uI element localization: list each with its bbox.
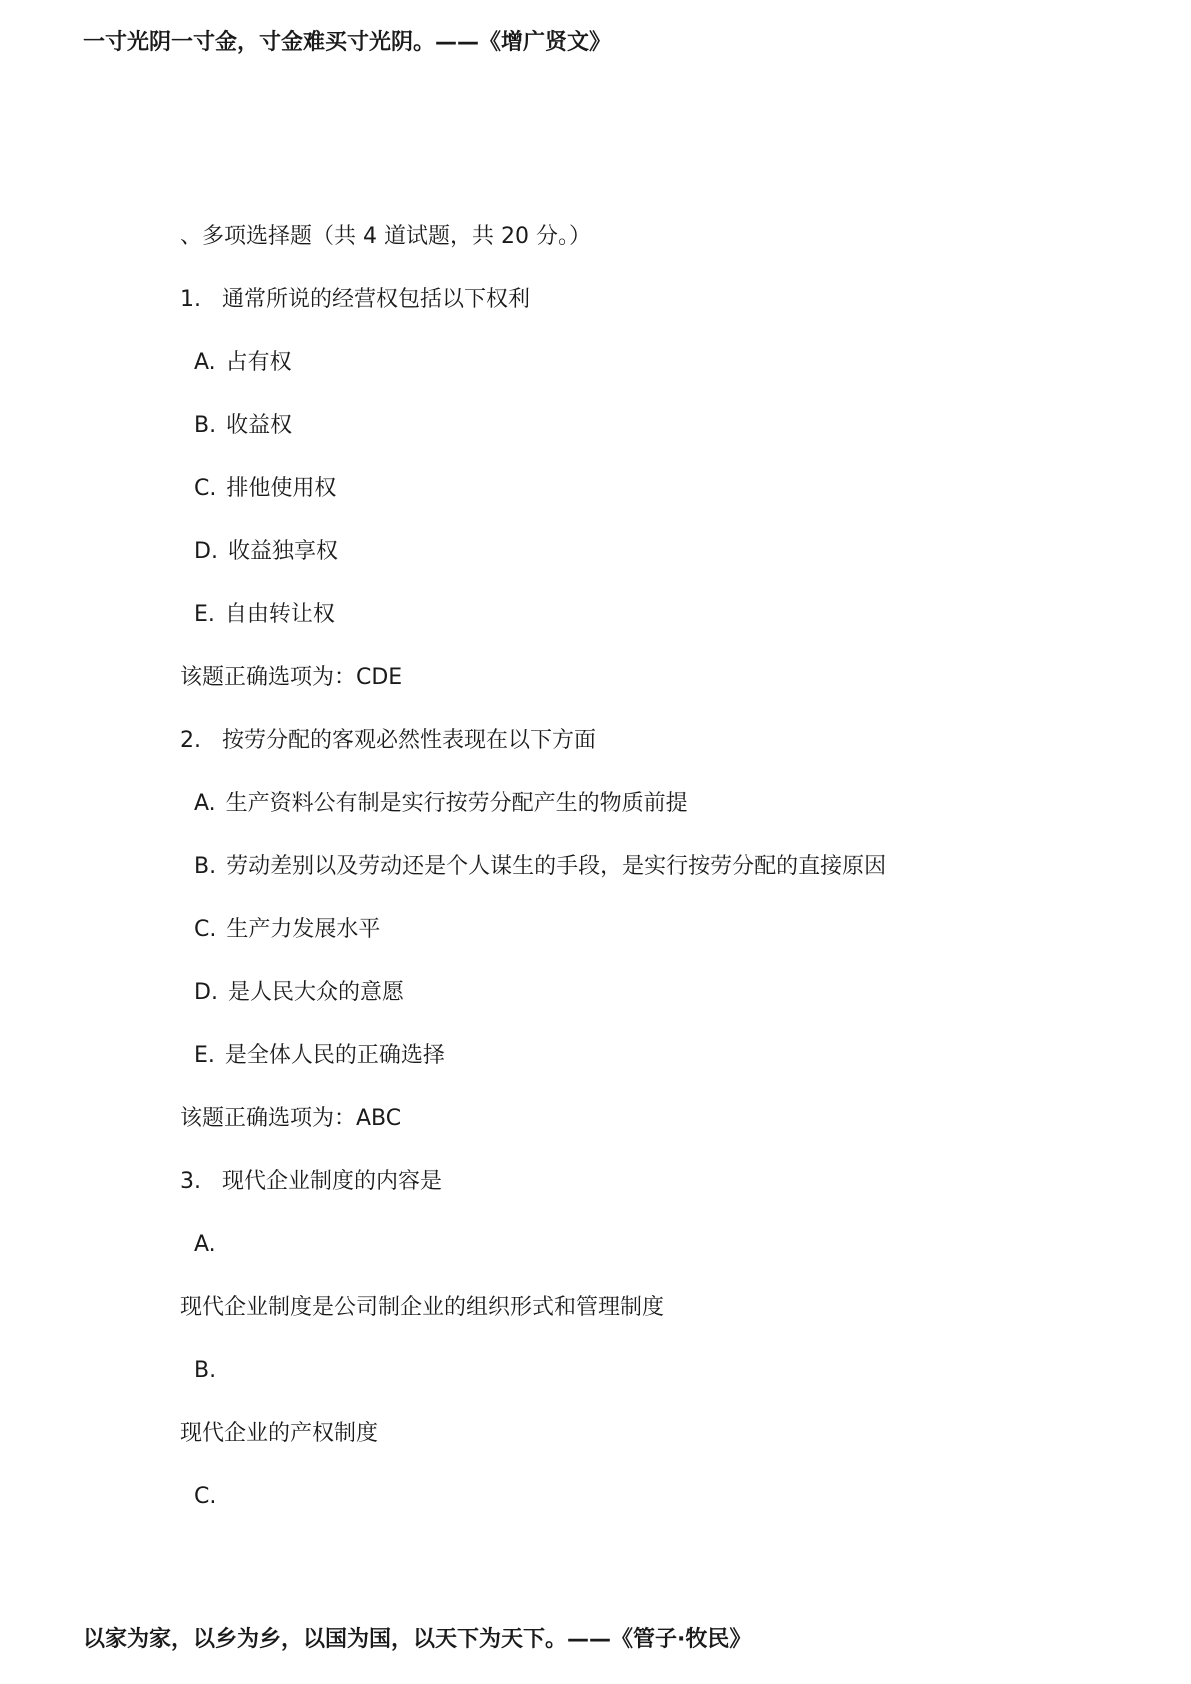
- q1-option-c: [194, 474, 336, 504]
- header-quote: 一寸光阴一寸金，寸金难买寸光阴。——《增广贤文》: [83, 30, 612, 55]
- q2-option-d: [194, 978, 404, 1008]
- q1-answer: 该题正确选项为：CDE: [180, 665, 403, 690]
- option-text: 生产资料公有制是实行按劳分配产生的物质前提: [225, 791, 688, 816]
- q3-option-b-key: B.: [194, 1358, 217, 1383]
- option-key: B.: [194, 413, 217, 438]
- option-key: A.: [194, 791, 216, 816]
- section-title: 、多项选择题（共 4 道试题，共 20 分。）: [180, 224, 591, 249]
- q2-option-a: [194, 789, 688, 819]
- option-key: C.: [194, 917, 217, 942]
- q1-option-e: [194, 600, 335, 630]
- option-text: 排他使用权: [226, 476, 337, 501]
- q2-option-b: [194, 852, 886, 882]
- q2-answer: 该题正确选项为：ABC: [180, 1106, 402, 1131]
- question-text: 按劳分配的客观必然性表现在以下方面: [222, 728, 597, 753]
- option-text: 自由转让权: [224, 602, 335, 627]
- q1-option-a: [194, 348, 292, 378]
- option-text: 是全体人民的正确选择: [224, 1043, 445, 1068]
- option-text: 是人民大众的意愿: [227, 980, 404, 1005]
- option-key: E.: [194, 1043, 215, 1068]
- question-number: 2.: [180, 728, 201, 753]
- option-key: A.: [194, 350, 216, 375]
- q3-option-a-key: A.: [194, 1232, 216, 1257]
- q2-option-c: [194, 915, 380, 945]
- option-key: E.: [194, 602, 215, 627]
- q1-option-d: [194, 537, 338, 567]
- question-text: 通常所说的经营权包括以下权利: [222, 287, 531, 312]
- footer-quote: 以家为家，以乡为乡，以国为国，以天下为天下。——《管子·牧民》: [83, 1627, 752, 1652]
- option-text: 劳动差别以及劳动还是个人谋生的手段，是实行按劳分配的直接原因: [226, 854, 887, 879]
- q3-option-b-text: 现代企业的产权制度: [180, 1421, 379, 1446]
- q2-option-e: [194, 1041, 445, 1071]
- option-key: B.: [194, 854, 217, 879]
- question-text: 现代企业制度的内容是: [222, 1169, 443, 1194]
- question-1: [180, 285, 530, 315]
- option-text: 收益独享权: [227, 539, 338, 564]
- option-key: C.: [194, 476, 217, 501]
- q3-option-a-text: 现代企业制度是公司制企业的组织形式和管理制度: [180, 1295, 665, 1320]
- q1-option-b: [194, 411, 292, 441]
- option-key: D.: [194, 539, 218, 564]
- option-text: 收益权: [226, 413, 293, 438]
- q3-option-c-key: C.: [194, 1484, 217, 1509]
- option-key: D.: [194, 980, 218, 1005]
- option-text: 生产力发展水平: [226, 917, 381, 942]
- question-3: [180, 1167, 442, 1197]
- question-number: 3.: [180, 1169, 201, 1194]
- question-number: 1.: [180, 287, 201, 312]
- question-2: [180, 726, 596, 756]
- option-text: 占有权: [225, 350, 292, 375]
